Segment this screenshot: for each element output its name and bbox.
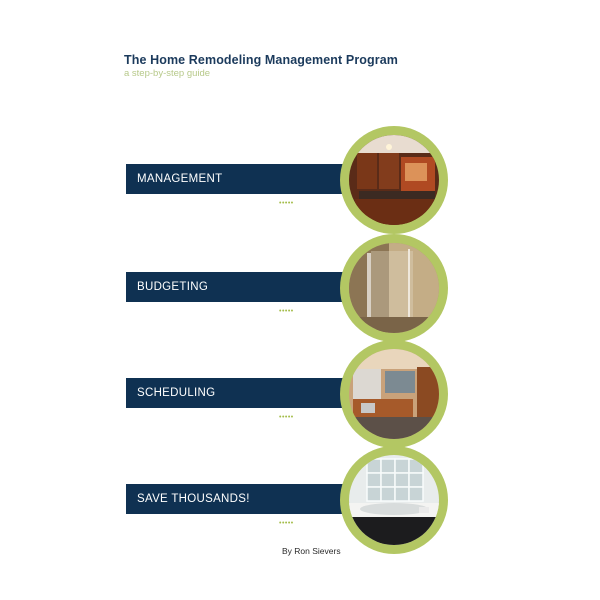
bathtub-glass-block-photo	[349, 455, 439, 545]
section-photo-ring	[340, 446, 448, 554]
section-photo-ring	[340, 126, 448, 234]
glass-shower-photo	[349, 243, 439, 333]
author-credit: By Ron Sievers	[282, 546, 341, 556]
section-bar-budgeting	[126, 272, 358, 302]
section-bar-save-thousands	[126, 484, 358, 514]
section-photo-ring	[340, 340, 448, 448]
section-bar-scheduling	[126, 378, 358, 408]
kitchen-cabinets-photo	[349, 135, 439, 225]
book-cover	[112, 38, 488, 568]
section-dots: •••••	[279, 200, 294, 207]
section-label: BUDGETING	[137, 281, 209, 293]
section-dots: •••••	[279, 520, 294, 527]
cover-subtitle: a step-by-step guide	[124, 68, 211, 79]
section-photo-ring	[340, 234, 448, 342]
section-label: SCHEDULING	[137, 387, 216, 399]
cover-title: The Home Remodeling Management Program	[124, 53, 398, 67]
section-label: MANAGEMENT	[137, 173, 223, 185]
section-label: SAVE THOUSANDS!	[137, 493, 250, 505]
kitchen-room-photo	[349, 349, 439, 439]
section-bar-management	[126, 164, 358, 194]
section-dots: •••••	[279, 308, 294, 315]
section-dots: •••••	[279, 414, 294, 421]
